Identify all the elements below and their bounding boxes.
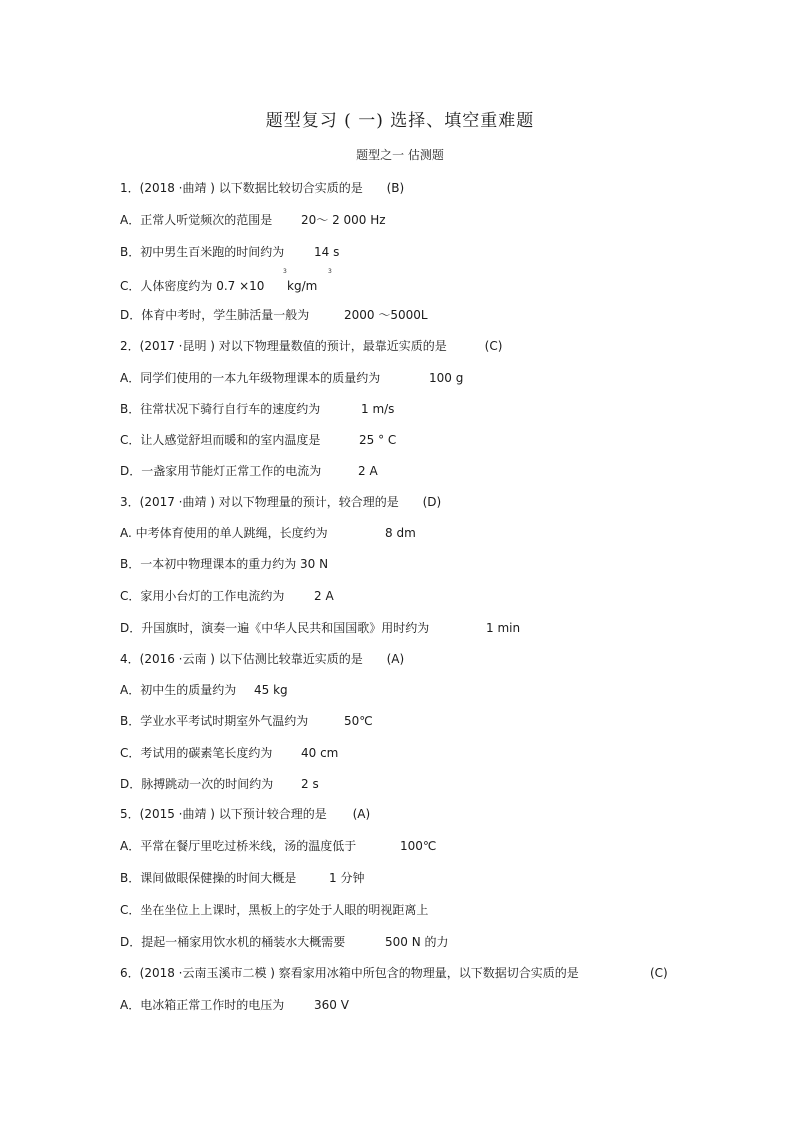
option-line	[120, 902, 428, 918]
option-value: 40 cm	[301, 746, 339, 760]
question-text: 1．(2018 ·曲靖 ) 以下数据比较切合实质的是	[120, 181, 363, 195]
question-text: 2．(2017 ·昆明 ) 对以下物理量数值的预计，最靠近实质的是	[120, 339, 447, 353]
question-stem	[120, 494, 441, 510]
option-value: 25 ° C	[359, 433, 397, 447]
option-value: 100℃	[400, 839, 437, 853]
option-line	[120, 556, 328, 572]
option-line	[120, 244, 340, 260]
option-line	[120, 268, 332, 294]
option-text: C．家用小台灯的工作电流约为	[120, 589, 285, 603]
option-line	[120, 463, 378, 479]
option-value: 2 A	[314, 589, 334, 603]
question-text: 4．(2016 ·云南 ) 以下估测比较靠近实质的是	[120, 652, 363, 666]
option-text: D．升国旗时，演奏一遍《中华人民共和国国歌》用时约为	[120, 621, 430, 635]
question-stem	[120, 180, 404, 196]
option-text: C．考试用的碳素笔长度约为	[120, 746, 273, 760]
option-value: 1 min	[486, 621, 521, 635]
option-text: D．体育中考时，学生肺活量一般为	[120, 308, 310, 322]
option-text: A．同学们使用的一本九年级物理课本的质量约为	[120, 371, 381, 385]
question-stem	[120, 338, 502, 354]
question-answer: (B)	[386, 181, 405, 195]
question-stem	[120, 965, 579, 981]
superscript: 3	[328, 268, 332, 275]
option-value: 14 s	[314, 245, 340, 259]
option-line	[120, 682, 288, 698]
option-text: B．课间做眼保健操的时间大概是	[120, 871, 297, 885]
option-text: C．让人感觉舒坦而暖和的室内温度是	[120, 433, 321, 447]
option-line	[120, 212, 386, 228]
option-value: 100 g	[429, 371, 464, 385]
option-text: A. 中考体育使用的单人跳绳，长度约为	[120, 526, 328, 540]
option-text: B．初中男生百米跑的时间约为	[120, 245, 285, 259]
question-answer: (A)	[386, 652, 405, 666]
option-line	[120, 934, 449, 950]
section-subtitle: 题型之一 估测题	[356, 148, 444, 162]
option-value: 45 kg	[254, 683, 288, 697]
question-answer: (C)	[484, 339, 503, 353]
option-line	[120, 620, 521, 636]
option-text: C．人体密度约为 0.7 ×10	[120, 279, 265, 293]
option-value: 8 dm	[385, 526, 416, 540]
page-title: 题型复习 ( 一) 选择、填空重难题	[265, 111, 535, 131]
option-line	[120, 525, 416, 541]
option-text: A．平常在餐厅里吃过桥米线，汤的温度低于	[120, 839, 357, 853]
option-line	[120, 432, 397, 448]
option-text: B．往常状况下骑行自行车的速度约为	[120, 402, 321, 416]
option-text: D．一盏家用节能灯正常工作的电流为	[120, 464, 322, 478]
question-stem	[120, 651, 404, 667]
option-text: B．一本初中物理课本的重力约为 30 N	[120, 557, 329, 571]
option-value: 20～ 2 000 Hz	[301, 213, 386, 227]
option-line	[120, 307, 428, 323]
option-value: 2 A	[358, 464, 378, 478]
question-answer: (A)	[352, 807, 371, 821]
option-value: 1 分钟	[329, 871, 365, 885]
option-line	[120, 870, 365, 886]
option-line	[120, 401, 395, 417]
question-answer: (C)	[650, 966, 668, 980]
option-line	[120, 776, 319, 792]
option-value: 50℃	[344, 714, 373, 728]
option-line	[120, 838, 437, 854]
superscript: 3	[283, 268, 287, 275]
option-value: 2 s	[301, 777, 319, 791]
option-text: D．脉搏跳动一次的时间约为	[120, 777, 274, 791]
question-stem	[120, 806, 370, 822]
option-line	[120, 588, 334, 604]
option-text: B．学业水平考试时期室外气温约为	[120, 714, 309, 728]
option-value: kg/m	[287, 279, 318, 293]
question-text: 5．(2015 ·曲靖 ) 以下预计较合理的是	[120, 807, 327, 821]
option-text: A．正常人听觉频次的范围是	[120, 213, 273, 227]
option-text: A．初中生的质量约为	[120, 683, 237, 697]
option-value: 500 N 的力	[385, 935, 449, 949]
option-value: 1 m/s	[361, 402, 395, 416]
option-value: 360 V	[314, 998, 349, 1012]
option-line	[120, 997, 349, 1013]
option-line	[120, 745, 339, 761]
option-line	[120, 370, 464, 386]
option-text: D．提起一桶家用饮水机的桶装水大概需要	[120, 935, 346, 949]
question-text: 3．(2017 ·曲靖 ) 对以下物理量的预计，较合理的是	[120, 495, 399, 509]
option-value: 2000 ～5000L	[344, 308, 428, 322]
option-line	[120, 713, 373, 729]
option-text: C．坐在坐位上上课时，黑板上的字处于人眼的明视距离上	[120, 903, 429, 917]
option-text: A．电冰箱正常工作时的电压为	[120, 998, 285, 1012]
question-answer: (D)	[422, 495, 442, 509]
question-text: 6．(2018 ·云南玉溪市二模 ) 察看家用冰箱中所包含的物理量，以下数据切合实质的是	[120, 966, 579, 980]
